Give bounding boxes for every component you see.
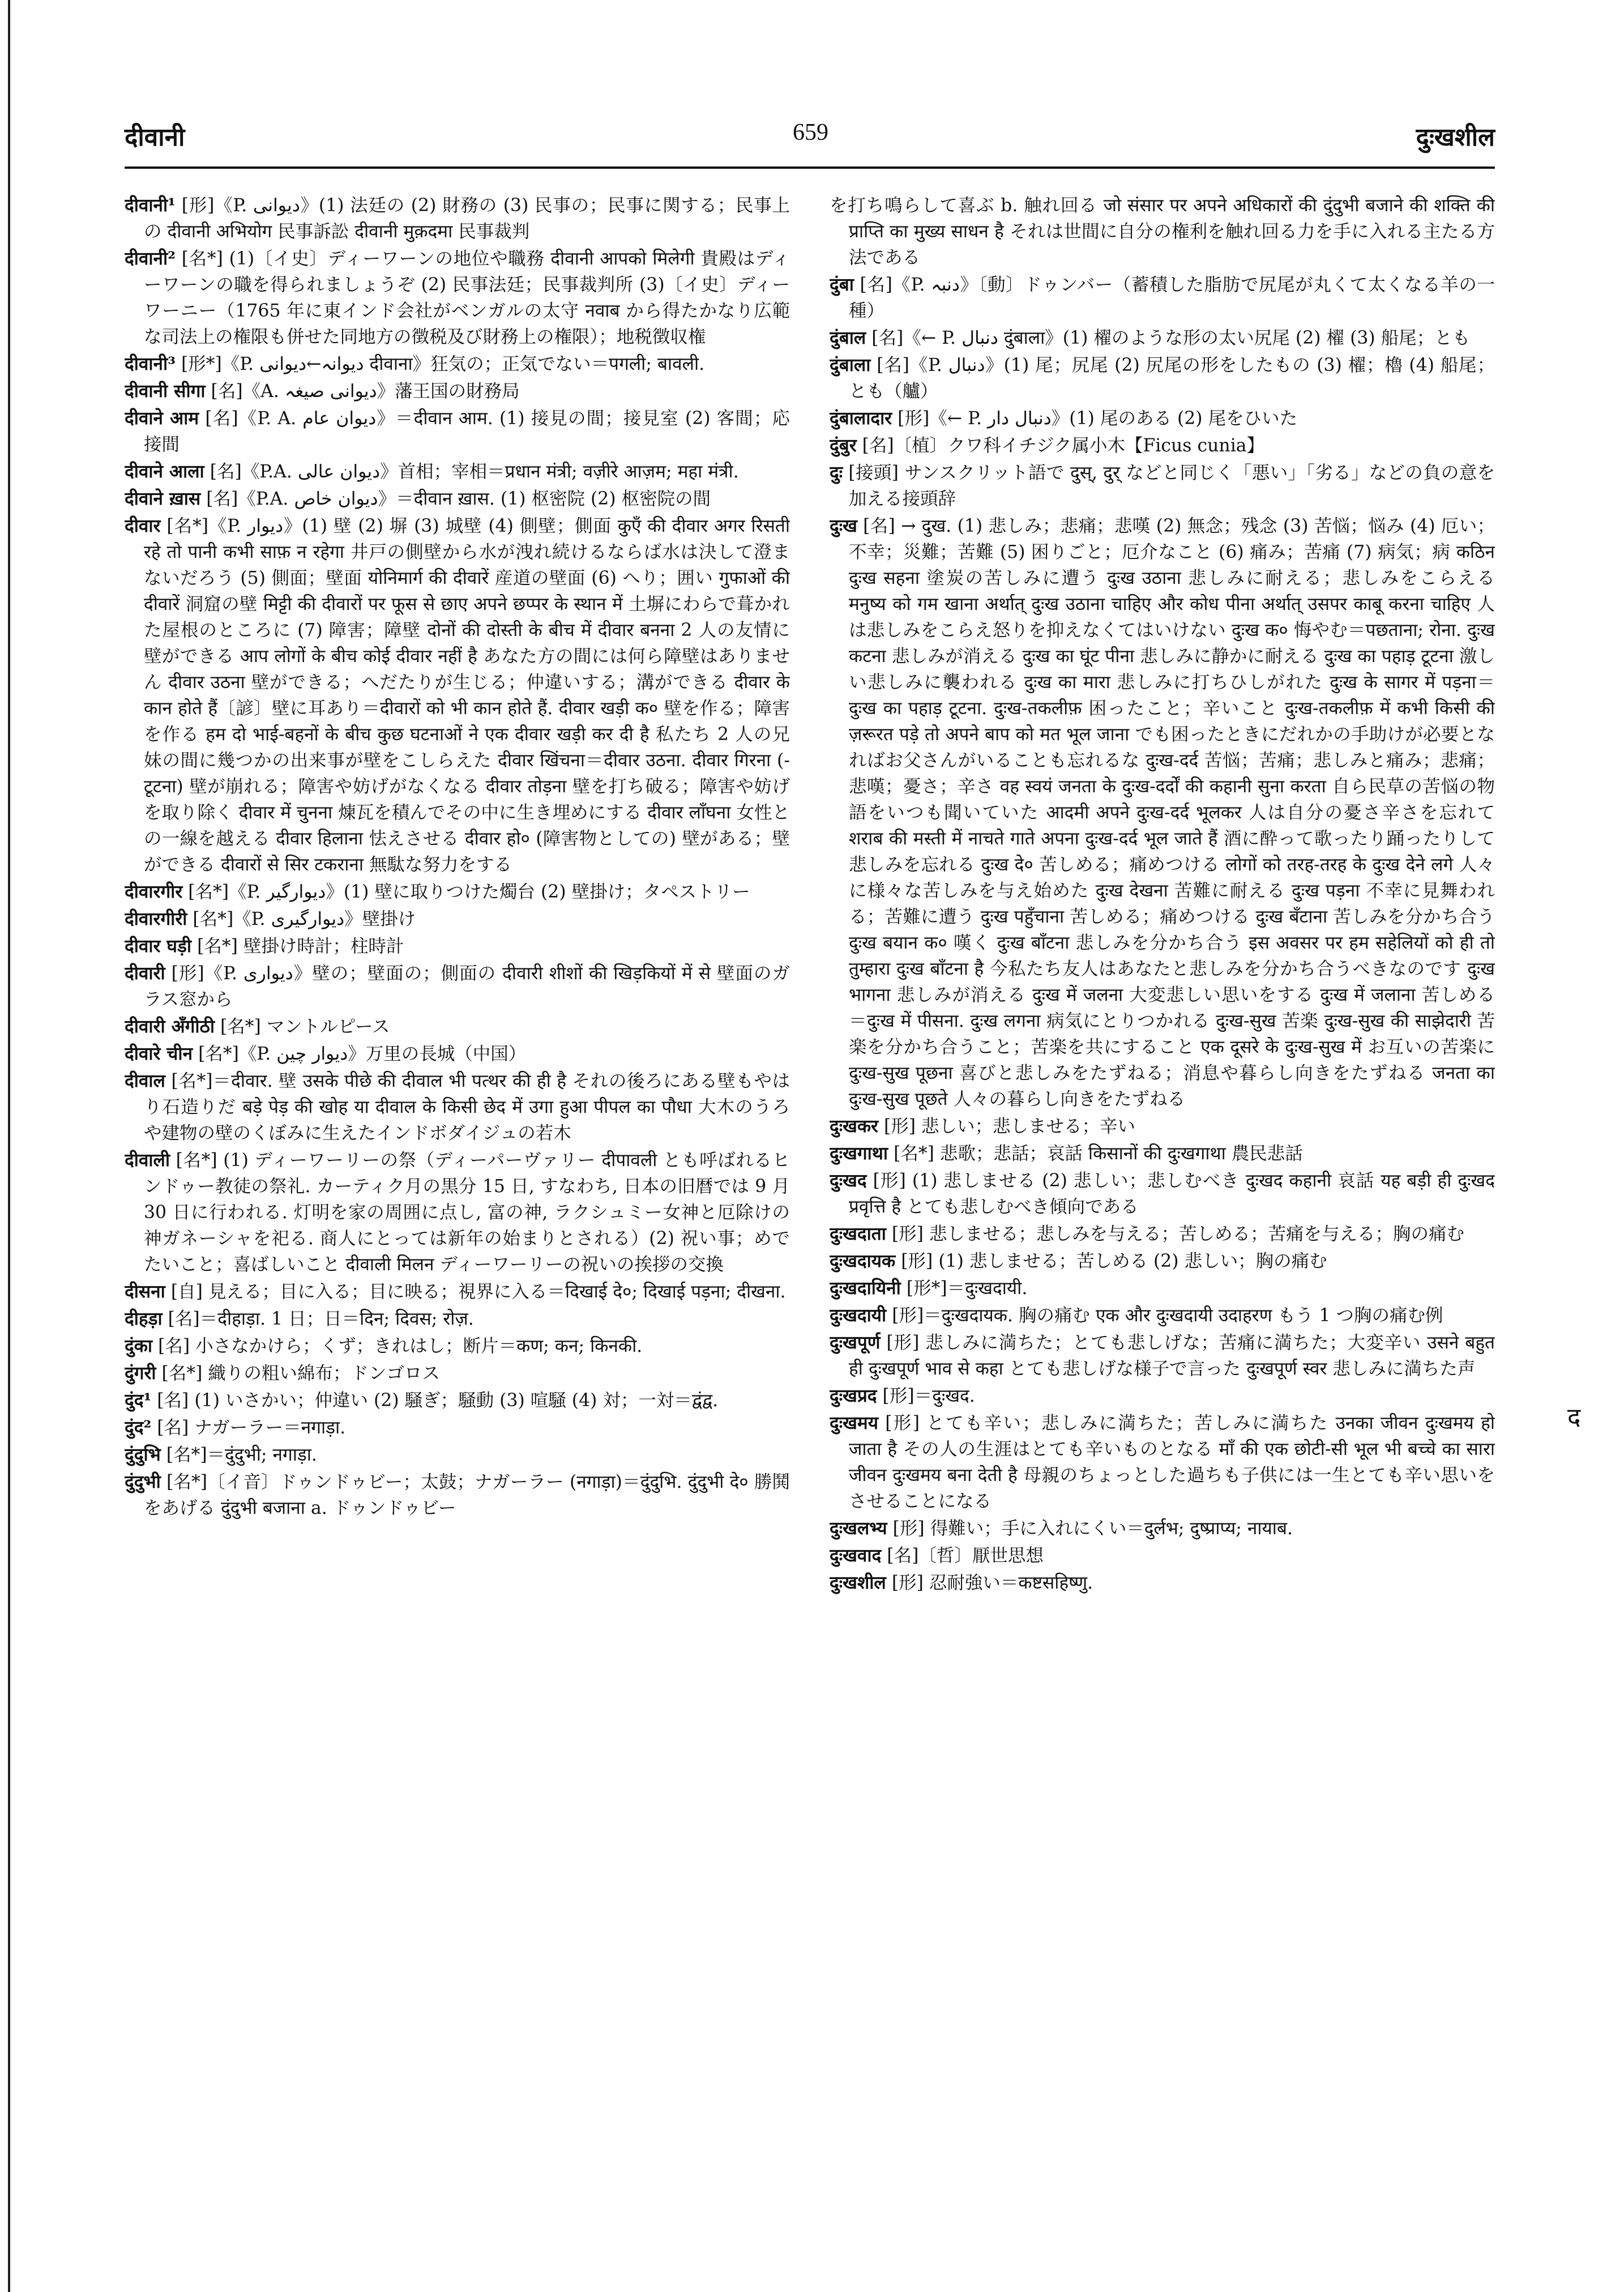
entry-headword: दीवारी अँगीठी (125, 1016, 215, 1037)
entry-definition: [名*]〔イ音〕ドゥンドゥビー；太鼓；ナガーラー (नगाड़ा)＝दुंदुभि. दुंदुभी दे० 勝鬨をあげる दुंदुभी बजाना a. ドゥンドゥビー (144, 1472, 790, 1518)
entry-definition: [形] 得難い；手に入れにくい＝दुर्लभ; दुष्प्राप्य; नायाब. (892, 1518, 1293, 1539)
entry-headword: दुःखदायी (830, 1305, 887, 1326)
dictionary-entry (125, 486, 790, 512)
dictionary-entry (125, 1014, 790, 1040)
entry-definition: [名]〔哲〕厭世思想 (887, 1546, 1044, 1566)
entry-headword: दुःखदायिनी (830, 1278, 901, 1299)
entry-definition: [名]《P. دنبال》(1) 尾；尻尾 (2) 尻尾の形をしたもの (3) 櫂；櫓 (4) 船尾；とも（艫） (849, 355, 1495, 402)
entry-headword: दुंका (125, 1335, 153, 1356)
entry-headword: दीवाल (125, 1070, 165, 1091)
dictionary-entry (125, 1041, 790, 1067)
entry-definition: [名]＝दीहाड़ा. 1 日；日＝दिन; दिवस; रोज़. (168, 1309, 474, 1329)
entry-headword: दुःखगाथा (830, 1143, 888, 1164)
entry-headword: दीवार घड़ी (125, 936, 192, 957)
entry-headword: दुंद¹ (125, 1390, 152, 1411)
dictionary-entry (830, 406, 1495, 432)
dictionary-entry (830, 1543, 1495, 1569)
entry-headword: दीवाली (125, 1150, 170, 1171)
dictionary-entry (830, 193, 1495, 271)
entry-headword: दीवारी (125, 963, 165, 984)
dictionary-entry (125, 1306, 790, 1332)
dictionary-entry (830, 1330, 1495, 1382)
entry-headword: दीवार (125, 515, 161, 536)
entry-headword: दीवारगीरी (125, 908, 187, 929)
dictionary-entry (125, 961, 790, 1013)
entry-definition: [名*]《P. دیوار》(1) 壁 (2) 塀 (3) 城壁 (4) 側壁；側面 कुएँ की दीवार अगर रिसती रहे तो पानी कभी साफ़ न रहेगा 井戸の側壁から水が洩れ続けるならば水は決して澄まないだろう (5) 側面；壁面 योनिमार्ग की दीवारें 産道の壁面 (6) へり；囲い गुफाओं की दीवारें 洞窟の壁 मिट्टी की दीवारों पर फूस से छाए अपने छप्पर के स्थान में 土塀にわらで葺かれた屋根のところに (7) 障害；障壁 दोनों की दोस्ती के बीच में दीवार बनना 2 人の友情に壁ができる आप लोगों के बीच कोई दीवार नहीं है あなた方の間には何ら障壁はありません दीवार उठना 壁ができる；へだたりが生じる；仲違いする；溝ができる दीवार के कान होते हैं〔諺〕壁に耳あり＝दीवारों को भी कान होते हैं. दीवार खड़ी क० 壁を作る；障害を作る हम दो भाई-बहनों के बीच कुछ घटनाओं ने एक दीवार खड़ी कर दी है 私たち 2 人の兄妹の間に幾つかの出来事が壁をこしらえた दीवार खिंचना＝दीवार उठना. दीवार गिरना (- टूटना) 壁が崩れる；障害や妨げがなくなる दीवार तोड़ना 壁を打ち破る；障害や妨げを取り除く दीवार में चुनना 煉瓦を積んでその中に生き埋めにする दीवार लाँघना 女性との一線を越える दीवार हिलाना 怯えさせる दीवार हो० (障害物としての) 壁がある；壁ができる दीवारों से सिर टकराना 無駄な努力をする (144, 516, 790, 875)
entry-headword: दुंद² (125, 1417, 152, 1438)
dictionary-entry (125, 459, 790, 485)
header-rule (125, 167, 1495, 169)
entry-headword: दीवानी¹ (125, 195, 176, 216)
side-tab-letter: द (1567, 1403, 1581, 1432)
entry-definition: [名*]《P. دیوار چین》万里の長城（中国） (198, 1044, 527, 1064)
entry-headword: दीवानी² (125, 248, 176, 269)
dictionary-entry (830, 1221, 1495, 1247)
dictionary-entry (125, 406, 790, 458)
dictionary-entry (125, 1360, 790, 1386)
right-column (830, 193, 1495, 2260)
dictionary-entry (125, 933, 790, 959)
entry-definition: [名*] 壁掛け時計；柱時計 (197, 936, 404, 957)
page-header (125, 119, 1495, 159)
entry-definition: を打ち鳴らして喜ぶ b. 触れ回る जो संसार पर अपने अधिकारों की दुंदुभी बजाने की शक्ति की प्राप्ति का मुख्य साधन है それは世間に自分の権利を触れ回る力を手に入れる主たる方法である (830, 195, 1495, 268)
entry-headword: दुंबा (830, 274, 854, 295)
entry-headword: दुःखदाता (830, 1223, 886, 1244)
entry-definition: [名]《← P. دنبال दुंबाला》(1) 櫂のような形の太い尻尾 (2) 櫂 (3) 船尾；とも (871, 328, 1471, 348)
entry-headword: दीवानी³ (125, 353, 176, 374)
entry-headword: दुःख (830, 515, 857, 536)
dictionary-entry (830, 1275, 1495, 1301)
dictionary-entry (830, 325, 1495, 351)
entry-definition: [名]《A. دیوانی صیغہ》藩王国の財務局 (211, 381, 520, 402)
entry-headword: दुःखशील (830, 1572, 886, 1593)
entry-definition: [形]《P. دیواری》壁の；壁面の；側面の दीवारी शीशों की खिड़कियों में से 壁面のガラス窓から (144, 963, 790, 1010)
entry-definition: [接頭] サンスクリット語で दुस्, दुर् などと同じく「悪い」「劣る」などの負の意を加える接頭辞 (848, 463, 1495, 509)
entry-headword: दुंदुभि (125, 1444, 161, 1465)
entry-definition: [形]《← P. دنبال دار》(1) 尾のある (2) 尾をひいた (898, 408, 1298, 429)
entry-definition: [形] とても辛い；悲しみに満ちた；苦しみに満ちた उनका जीवन दुःखमय हो जाता है その人の生涯はとても辛いものとなる माँ की एक छोटी-सी भूल भी बच्चे का सारा जीवन दुःखमय बना देती है 母親のちょっとした過ちも子供には一生とても辛い思いをさせることになる (849, 1413, 1495, 1512)
entry-headword: दीवाने आला (125, 461, 204, 482)
entry-definition: [名] 小さなかけら；くず；きれはし；断片＝कण; कन; किनकी. (158, 1336, 643, 1356)
entry-headword: दुःखपूर्ण (830, 1332, 881, 1353)
dictionary-entry (830, 1113, 1495, 1139)
entry-definition: [形*]＝दुःखदायी. (906, 1278, 1028, 1299)
dictionary-entry (830, 460, 1495, 512)
entry-headword: दुंबाल (830, 327, 866, 348)
entry-headword: दुंबालादार (830, 408, 892, 429)
dictionary-entry (125, 1333, 790, 1359)
entry-definition: [形]＝दुःखद. (882, 1386, 975, 1406)
entry-definition: [名*]《P. دیوارگیر》(1) 壁に取りつけた燭台 (2) 壁掛け；タペストリー (188, 882, 750, 902)
entry-definition: [自] 見える；目に入る；目に映る；視界に入る＝दिखाई दे०; दिखाई पड़ना; दीखना. (170, 1282, 786, 1302)
entry-definition: [形] 悲しみに満ちた；とても悲しげな；苦痛に満ちた；大変辛い उसने बहुत ही दुःखपूर्ण भाव से कहा とても悲しげな様子で言った दुःखपूर्ण स्वर 悲しみに満ちた声 (849, 1333, 1495, 1379)
entry-headword: दुःखदायक (830, 1250, 896, 1271)
entry-definition: [名*]＝दुंदुभी; नगाड़ा. (166, 1445, 317, 1465)
dictionary-entry (125, 1388, 790, 1414)
entry-headword: दुंदुभी (125, 1471, 161, 1492)
dictionary-entry (125, 1442, 790, 1468)
entry-definition: [形] 悲しい；悲しませる；辛い (883, 1116, 1136, 1137)
entry-headword: दुःखप्रद (830, 1385, 877, 1406)
entry-definition: [形] 忍耐強い＝कष्टसहिष्णु. (891, 1573, 1093, 1593)
dictionary-entry (830, 1383, 1495, 1409)
entry-headword: दुःखलभ्य (830, 1518, 887, 1539)
dictionary-entry (830, 1168, 1495, 1220)
dictionary-entry (830, 1248, 1495, 1274)
dictionary-entry (830, 1410, 1495, 1514)
dictionary-entry (830, 272, 1495, 324)
entry-definition: [形] 悲しませる；悲しみを与える；苦しめる；苦痛を与える；胸の痛む (891, 1224, 1464, 1244)
dictionary-entry (125, 906, 790, 932)
dictionary-entry (125, 879, 790, 905)
entry-headword: दीहड़ा (125, 1308, 163, 1329)
guide-word-left: दीवानी (125, 123, 185, 152)
entry-definition: [名*] (1)〔イ史〕ディーワーンの地位や職務 दीवानी आपको मिलेगी 貴殿はディーワーンの職を得られましょうぞ (2) 民事法廷；民事裁判所 (3)〔イ史〕ディーワーニー（1765 年に東インド会社がベンガルの太守 नवाब から得たかなり広範な司法上の権限も併せた同地方の徴税及び財務上の権限）；地税徴収権 (144, 249, 790, 347)
dictionary-entry (830, 1570, 1495, 1596)
entry-headword: दीवानी सीगा (125, 381, 206, 402)
entry-headword: दुःखद (830, 1170, 867, 1191)
entry-headword: दुः (830, 462, 843, 483)
dictionary-entry (125, 1147, 790, 1278)
entry-definition: [名*] マントルピース (220, 1017, 390, 1037)
entry-headword: दुंगरी (125, 1363, 156, 1384)
entry-definition: [名] (1) いさかい；仲違い (2) 騒ぎ；騒動 (3) 喧騒 (4) 対；一対＝द्वंद्व. (157, 1390, 719, 1411)
dictionary-entry (125, 513, 790, 878)
entry-definition: [名*] 織りの粗い綿布；ドンゴロス (161, 1363, 440, 1384)
dictionary-entry (125, 1469, 790, 1521)
entry-definition: [名]《P.A. دیوان خاص》＝दीवान ख़ास. (1) 枢密院 (2) 枢密院の間 (206, 489, 711, 509)
entry-definition: [名]〔植〕クワ科イチジク属小木【Ficus cunia】 (862, 436, 1265, 456)
entry-headword: दीवाने ख़ास (125, 488, 201, 509)
entry-headword: दुंबुर (830, 435, 857, 456)
entry-definition: [名]《P. A. دیوان عام》＝दीवान आम. (1) 接見の間；接見室 (2) 客間；応接間 (144, 408, 790, 455)
entry-headword: दीवारगीर (125, 881, 183, 902)
entry-headword: दुंबाला (830, 355, 871, 375)
dictionary-entry (830, 1141, 1495, 1167)
dictionary-entry (125, 1068, 790, 1146)
entry-definition: [名] → दुख. (1) 悲しみ；悲痛；悲嘆 (2) 無念；残念 (3) 苦悩；悩み (4) 厄い；不幸；災難；苦難 (5) 困りごと；厄介なこと (6) 痛み；苦痛 (7) 病気；病 कठिन दुःख सहना 塗炭の苦しみに遭う दुःख उठाना 悲しみに耐える；悲しみをこらえる मनुष्य को गम खाना अर्थात् दुःख उठाना चाहिए और कोध पीना अर्थात् उसपर काबू करना चाहिए 人は悲しみをこらえ怒りを抑えなくてはいけない दुःख क० 悔やむ＝पछताना; रोना. दुःख कटना 悲しみが消える दुःख का घूंट पीना 悲しみに静かに耐える दुःख का पहाड़ टूटना 激しい悲しみに襲われる दुःख का मारा 悲しみに打ちひしがれた दुःख के सागर में पड़ना＝दुःख का पहाड़ टूटना. दुःख-तकलीफ़ 困ったこと；辛いこと दुःख-तकलीफ़ में कभी किसी की ज़रूरत पड़े तो अपने बाप को मत भूल जाना でも困ったときにだれかの手助けが必要となればお父さんがいることも忘れるな दुःख-दर्द 苦悩；苦痛；悲しみと痛み；悲痛；悲嘆；憂さ；辛さ वह स्वयं जनता के दुःख-दर्दों की कहानी सुना करता 自ら民草の苦悩の物語をいつも聞いていた आदमी अपने दुःख-दर्द भूलकर 人は自分の憂さ辛さを忘れて शराब की मस्ती में नाचते गाते अपना दुःख-दर्द भूल जाते हैं 酒に酔って歌ったり踊ったりして悲しみを忘れる दुःख दे० 苦しめる；痛めつける लोगों को तरह-तरह के दुःख देने लगे 人々に様々な苦しみを与え始めた दुःख देखना 苦難に耐える दुःख पड़ना 不幸に見舞われる；苦難に遭う दुःख पहुँचाना 苦しめる；痛めつける दुःख बँटाना 苦しみを分かち合う दुःख बयान क० 嘆く दुःख बाँटना 悲しみを分かち合う इस अवसर पर हम सहेलियों को ही तो तुम्हारा दुःख बाँटना है 今私たち友人はあなたと悲しみを分かち合うべきなのです दुःख भागना 悲しみが消える दुःख में जलना 大変悲しい思いをする दुःख में जलाना 苦しめる＝दुःख में पीसना. दुःख लगना 病気にとりつかれる दुःख-सुख 苦楽 दुःख-सुख की साझेदारी 苦楽を分かち合うこと；苦楽を共にすること एक दूसरे के दुःख-सुख में お互いの苦楽に दुःख-सुख पूछना 喜びと悲しみをたずねる；消息や暮らし向きをたずねる जनता का दुःख-सुख पूछते 人々の暮らし向きをたずねる (849, 516, 1495, 1109)
entry-headword: दुःखवाद (830, 1545, 882, 1566)
entry-headword: दुःखमय (830, 1412, 878, 1433)
dictionary-entry (830, 433, 1495, 459)
entry-definition: [形*]《P. دیوانہ←دیوانی दीवाना》狂気の；正気でない＝पगली; बावली. (181, 354, 705, 374)
entry-definition: [名*]《P. دیوارگیری》壁掛け (193, 909, 416, 929)
entry-definition: [名*] (1) ディーワーリーの祭（ディーパーヴァリー दीपावली とも呼ばれるヒンドゥー教徒の祭礼. カーティク月の黒分 15 日, すなわち, 日本の旧暦では 9 月 30 日に行われる. 灯明を家の周囲に点し, 富の神, ラクシュミー女神と厄除けの神ガネーシャを祀る. 商人にとっては新年の始まりとされる）(2) 祝い事；めでたいこと；喜ばしいこと दीवाली मिलन ディーワーリーの祝いの挨拶の交換 (144, 1150, 790, 1275)
entry-headword: दीसना (125, 1281, 165, 1302)
entry-definition: [名] ナガーラー＝नगाड़ा. (157, 1418, 346, 1438)
dictionary-entry (125, 1279, 790, 1305)
entry-definition: [形] (1) 悲しませる；苦しめる (2) 悲しい；胸の痛む (901, 1251, 1327, 1271)
dictionary-entry (830, 513, 1495, 1112)
entry-definition: [形] (1) 悲しませる (2) 悲しい；悲しむべき दुःखद कहानी 哀話 यह बड़ी ही दुःखद प्रवृत्ति है とても悲しむべき傾向である (849, 1171, 1495, 1217)
dictionary-entry (830, 352, 1495, 404)
entry-definition: [名*] 悲歌；悲話；哀話 किसानों की दुःखगाथा 農民悲話 (894, 1143, 1303, 1164)
entry-headword: दुःखकर (830, 1116, 878, 1137)
page-edge-line (8, 0, 10, 2292)
dictionary-entry (125, 246, 790, 350)
page-number: 659 (793, 119, 828, 146)
dictionary-entry (125, 1415, 790, 1441)
entry-headword: दीवाने आम (125, 408, 199, 429)
entry-definition: [名]《P. دنبہ》〔動〕ドゥンバー（蓄積した脂肪で尻尾が丸くて太くなる羊の一種） (849, 275, 1495, 321)
entry-definition: [名]《P.A. دیوان عالی》首相；宰相＝प्रधान मंत्री; वज़ीरे आज़म; महा मंत्री. (210, 462, 739, 482)
dictionary-entry (125, 378, 790, 404)
entry-headword: दीवारे चीन (125, 1043, 193, 1064)
entry-definition: [形]《P. دیوانی》(1) 法廷の (2) 財務の (3) 民事の；民事に関する；民事上の दीवानी अभियोग 民事訴訟 दीवानी मुक़दमा 民事裁判 (144, 195, 790, 242)
guide-word-right: दुःखशील (1416, 123, 1495, 152)
entry-definition: [名*]＝दीवार. 壁 उसके पीछे की दीवाल भी पत्थर की ही है それの後ろにある壁もやはり石造りだ बड़े पेड़ की खोह या दीवाल के किसी छेद में उगा हुआ पीपल का पौधा 大木のうろや建物の壁のくぼみに生えたインドボダイジュの若木 (144, 1071, 790, 1143)
dictionary-entry (830, 1516, 1495, 1542)
entry-definition: [形]＝दुःखदायक. 胸の痛む एक और दुःखदायी उदाहरण もう 1 つ胸の痛む例 (892, 1305, 1443, 1326)
dictionary-entry (125, 351, 790, 377)
dictionary-entry (830, 1303, 1495, 1329)
dictionary-entry (125, 193, 790, 245)
left-column (125, 193, 790, 2260)
